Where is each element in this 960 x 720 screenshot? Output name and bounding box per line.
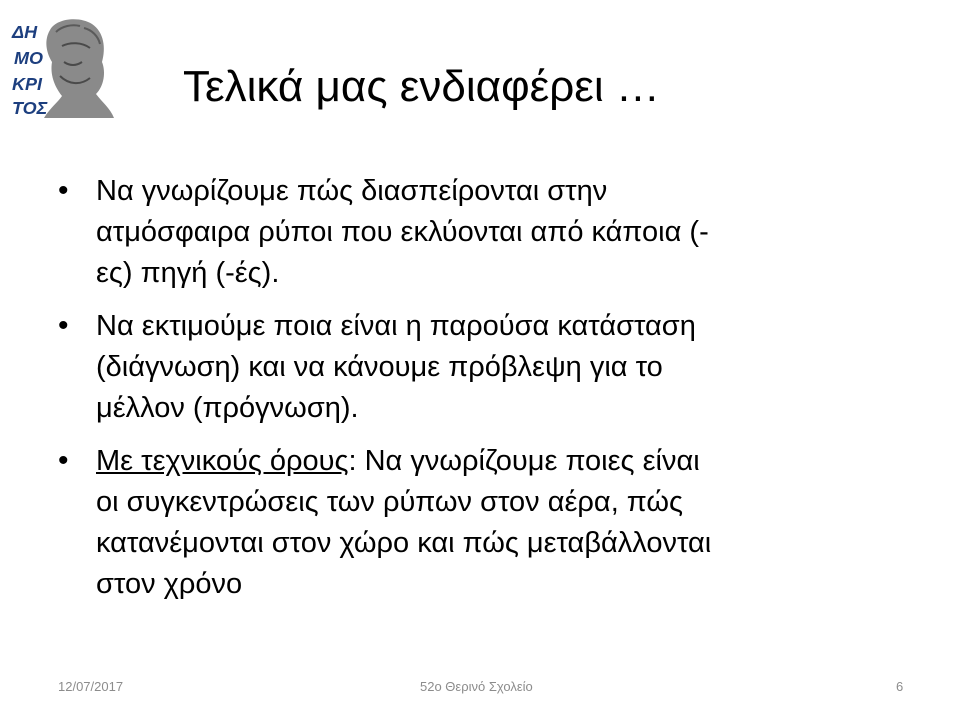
- bullet-item: [58, 441, 918, 605]
- bullet-line: στον χρόνο: [96, 568, 243, 600]
- bullet-dot-icon: •: [58, 309, 69, 342]
- bullet-line: Να εκτιμούμε ποια είναι η παρούσα κατάσταση: [96, 310, 696, 342]
- logo-letters-2: ΜΟ: [14, 48, 43, 68]
- bullet-line: Να γνωρίζουμε πώς διασπείρονται στην: [96, 175, 608, 207]
- bullet-dot-icon: •: [58, 174, 69, 207]
- bullet-line: οι συγκεντρώσεις των ρύπων στον αέρα, πώς: [96, 486, 684, 518]
- footer-event: 52ο Θερινό Σχολείο: [420, 679, 533, 694]
- bullet-list: [58, 171, 918, 617]
- bullet-line: [96, 441, 918, 482]
- logo-letters-1: ΔΗ: [12, 22, 38, 42]
- footer-date: 12/07/2017: [58, 679, 124, 694]
- page-number: 6: [896, 679, 904, 694]
- bullet-dot-icon: •: [58, 444, 69, 477]
- underlined-term: Με τεχνικούς όρους: [96, 445, 349, 477]
- bullet-item: [58, 171, 918, 294]
- slide-title: Τελικά μας ενδιαφέρει …: [183, 62, 660, 111]
- bullet-line: μέλλον (πρόγνωση).: [96, 392, 359, 424]
- bullet-line: ες) πηγή (-ές).: [96, 257, 280, 289]
- logo-letters-4: ΤΟΣ: [12, 98, 48, 118]
- bullet-line: ατμόσφαιρα ρύποι που εκλύονται από κάποια (-: [96, 216, 709, 248]
- logo-letters-3: ΚΡΙ: [12, 74, 43, 94]
- bullet-line: κατανέμονται στον χώρο και πώς μεταβάλλονται: [96, 527, 712, 559]
- bullet-line: (διάγνωση) και να κάνουμε πρόβλεψη για το: [96, 351, 663, 383]
- bullet-text: : Να γνωρίζουμε ποιες είναι: [348, 445, 700, 477]
- bullet-item: [58, 306, 918, 429]
- demokritos-logo: [10, 12, 114, 118]
